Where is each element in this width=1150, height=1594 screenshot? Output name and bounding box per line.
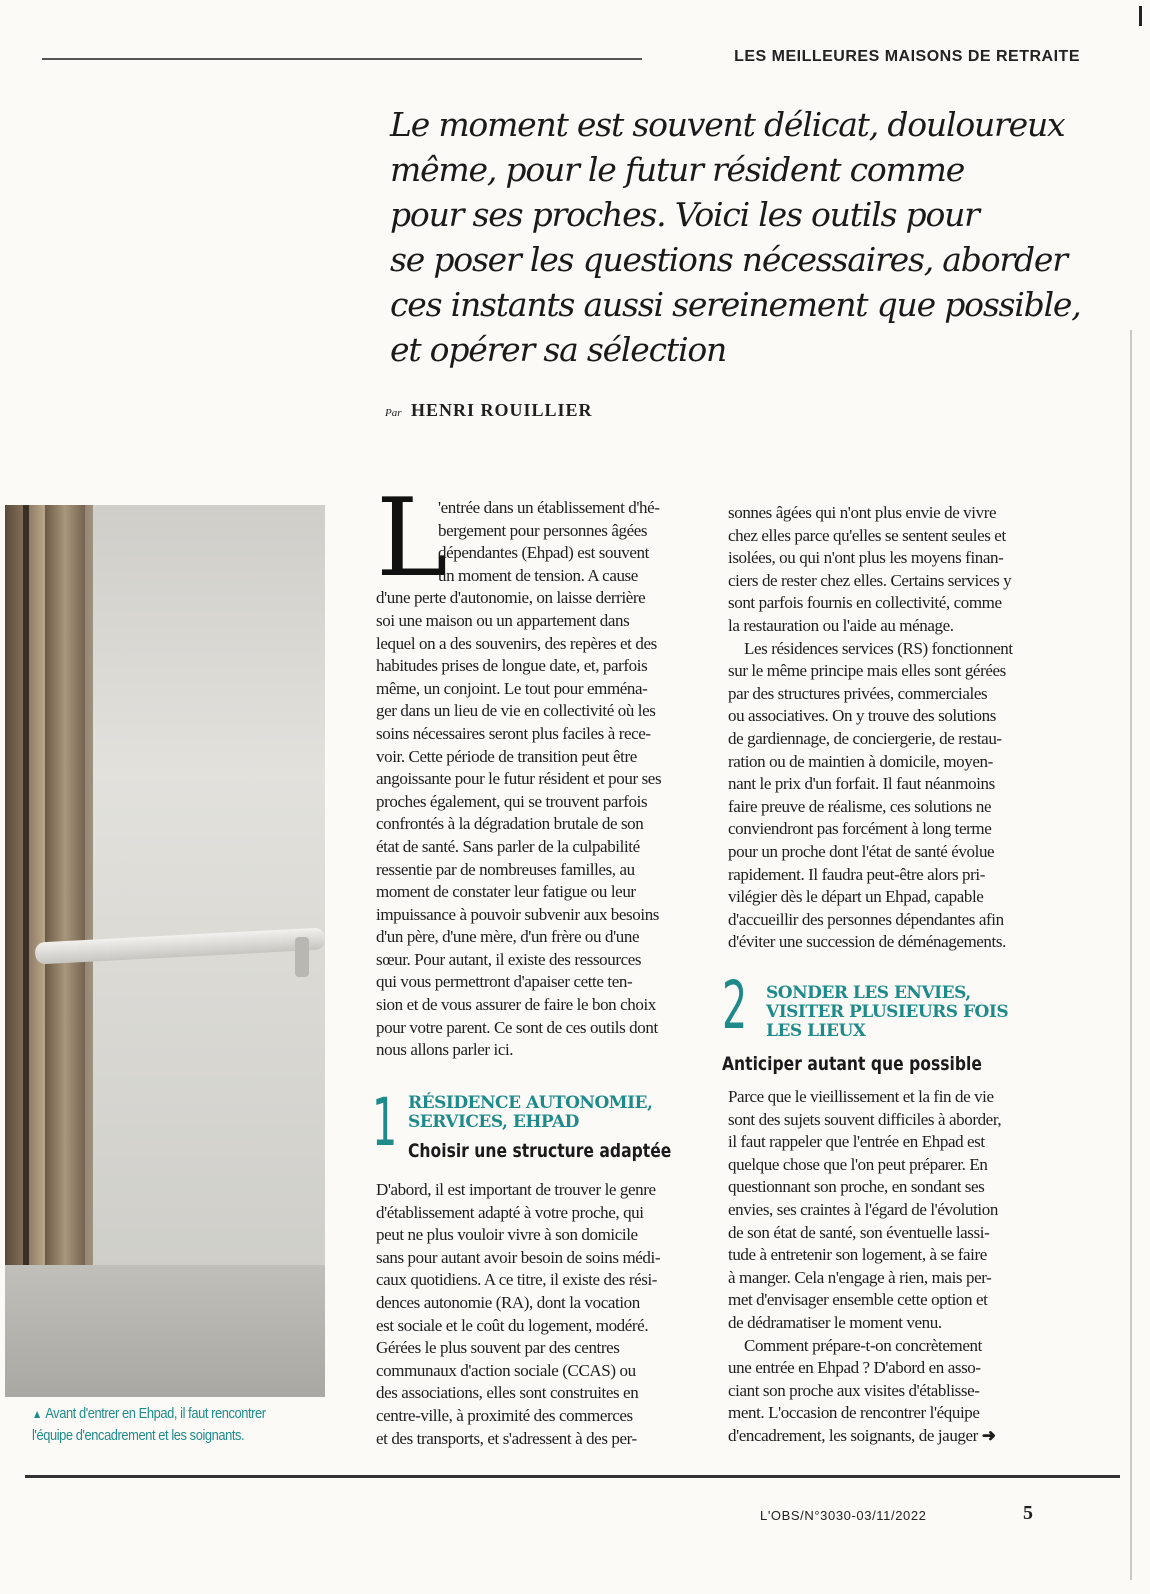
text-line: à manger. Cela n'engage à rien, mais per- xyxy=(728,1267,992,1287)
text-line: d'éviter une succession de déménagements. xyxy=(728,932,1006,952)
caption-line: l'équipe d'encadrement et les soignants. xyxy=(32,1427,245,1444)
caption-line: Avant d'entrer en Ehpad, il faut rencontrer xyxy=(45,1405,266,1422)
text-line: habitudes prises de longue date, et, parfois xyxy=(376,656,648,676)
text-line: ciant son proche aux visites d'établisse- xyxy=(728,1380,980,1400)
column-2-body xyxy=(728,502,1058,954)
article-photo xyxy=(5,505,325,1397)
text-line: questionnant son proche, en sondant ses xyxy=(728,1177,985,1197)
text-line: sœur. Pour autant, il existe des ressources xyxy=(376,949,642,969)
section-1-title xyxy=(408,1094,652,1132)
text-line: qui vous permettront d'apaiser cette ten- xyxy=(376,972,633,992)
section-1-number: 1 xyxy=(372,1084,398,1161)
deck-line: Le moment est souvent délicat, douloureux xyxy=(390,105,1065,144)
scan-edge-mark xyxy=(1139,6,1142,26)
text-line: communaux d'action sociale (CCAS) ou xyxy=(376,1360,636,1380)
photo-door-edge xyxy=(23,505,29,1397)
deck-line: ces instants aussi sereinement que possible, xyxy=(390,285,1081,324)
text-line: centre-ville, à proximité des commerces xyxy=(376,1405,633,1425)
text-line: impuissance à pouvoir subvenir aux besoins xyxy=(376,904,660,924)
text-line: ment. L'occasion de rencontrer l'équipe xyxy=(728,1403,980,1423)
byline xyxy=(385,400,593,421)
section-title-line: SONDER LES ENVIES, xyxy=(766,983,971,1003)
text-line: de son état de santé, son éventuelle lassi- xyxy=(728,1222,990,1242)
text-line: un moment de tension. A cause xyxy=(438,565,638,585)
text-line: Parce que le vieillissement et la fin de vie xyxy=(728,1087,994,1106)
text-line: ciers de rester chez elles. Certains services y xyxy=(728,570,1012,590)
text-line: soins nécessaires seront plus faciles à rece- xyxy=(376,723,651,743)
section-2-number: 2 xyxy=(722,967,748,1044)
drop-cap: L xyxy=(376,476,448,601)
text-line: met d'envisager ensemble cette option et xyxy=(728,1290,988,1310)
text-line: proches également, qui se trouvent parfois xyxy=(376,791,648,811)
caption-triangle-icon: ▲ xyxy=(32,1407,42,1421)
text-line: ressentie par de nombreuses familles, au xyxy=(376,859,635,879)
section-1-body xyxy=(376,1179,706,1450)
text-line: sont parfois fournis en collectivité, comme xyxy=(728,593,1002,613)
column-1-intro xyxy=(376,497,706,1062)
text-line: D'abord, il est important de trouver le genre xyxy=(376,1180,656,1199)
text-line: nous allons parler ici. xyxy=(376,1040,514,1060)
text-line: isolées, ou qui n'ont plus les moyens finan- xyxy=(728,548,1004,568)
text-line: est sociale et le coût du logement, modéré. xyxy=(376,1315,649,1335)
text-line: vilégier dès le départ un Ehpad, capable xyxy=(728,887,984,907)
text-line: quelque chose que l'on peut préparer. En xyxy=(728,1154,988,1174)
photo-caption xyxy=(32,1403,324,1447)
text-line: chez elles parce qu'elles se sentent seules et xyxy=(728,525,1006,545)
deck-line: pour ses proches. Voici les outils pour xyxy=(390,195,979,234)
section-title-line: SERVICES, EHPAD xyxy=(408,1112,579,1132)
photo-rail-bracket xyxy=(295,937,309,977)
text-line: Gérées le plus souvent par des centres xyxy=(376,1338,620,1358)
text-line: et des transports, et s'adressent à des per- xyxy=(376,1428,637,1448)
page-number: 5 xyxy=(1023,1502,1033,1524)
section-2-title xyxy=(766,984,1008,1041)
text-line: sans pour autant avoir besoin de soins médi- xyxy=(376,1247,661,1267)
text-line: de dédramatiser le moment venu. xyxy=(728,1312,942,1332)
text-line: peut ne plus vouloir vivre à son domicile xyxy=(376,1225,638,1245)
text-line xyxy=(728,1425,1058,1448)
text-line: une entrée en Ehpad ? D'abord en asso- xyxy=(728,1358,981,1378)
section-2-body xyxy=(728,1086,1058,1448)
text-line: moment de constater leur fatigue ou leur xyxy=(376,882,636,902)
text-line: Les résidences services (RS) fonctionnent xyxy=(744,638,1013,658)
continue-arrow-icon: ➜ xyxy=(981,1425,996,1445)
text-line: des associations, elles sont construites en xyxy=(376,1383,639,1403)
footer-rule xyxy=(25,1475,1120,1478)
text-line: pour votre parent. Ce sont de ces outils dont xyxy=(376,1017,658,1037)
text-line: 'entrée dans un établissement d'hé- xyxy=(438,498,660,517)
text-line: il faut rappeler que l'entrée en Ehpad est xyxy=(728,1132,985,1152)
byline-author: HENRI ROUILLIER xyxy=(411,400,593,420)
text-line: angoissante pour le futur résident et pour ses xyxy=(376,769,662,789)
footer-issue: L'OBS/N°3030-03/11/2022 xyxy=(760,1508,927,1523)
text-line: ration ou de maintien à domicile, moyen- xyxy=(728,751,993,771)
text-line: sur le même principe mais elles sont gérées xyxy=(728,661,1006,681)
text-line: dences autonomie (RA), dont la vocation xyxy=(376,1292,640,1312)
text-line: nant le prix d'un forfait. Il faut néanmoins xyxy=(728,774,995,794)
byline-prefix: Par xyxy=(385,407,402,419)
text-line: confrontés à la dégradation brutale de son xyxy=(376,814,644,834)
text-line: rapidement. Il faudra peut-être alors pri- xyxy=(728,864,985,884)
section-title-line: VISITER PLUSIEURS FOIS xyxy=(766,1002,1009,1022)
text-line: envies, ses craintes à l'égard de l'évolution xyxy=(728,1199,998,1219)
text-line: état de santé. Sans parler de la culpabilité xyxy=(376,836,640,856)
section-title-line: RÉSIDENCE AUTONOMIE, xyxy=(408,1093,653,1113)
text-line: d'un père, d'une mère, d'un frère ou d'une xyxy=(376,927,640,947)
section-header: LES MEILLEURES MAISONS DE RETRAITE xyxy=(734,48,1080,65)
deck-line: et opérer sa sélection xyxy=(390,330,727,369)
text-line: la restauration ou l'aide au ménage. xyxy=(728,615,954,635)
scan-edge-line xyxy=(1130,330,1132,1580)
text-line-content: d'encadrement, les soignants, de jauger xyxy=(728,1425,978,1445)
text-line: bergement pour personnes âgées xyxy=(438,520,648,540)
section-title-line: LES LIEUX xyxy=(766,1021,866,1041)
text-line: voir. Cette période de transition peut être xyxy=(376,746,637,766)
text-line: même, un conjoint. Le tout pour emména- xyxy=(376,678,648,698)
text-line: de gardiennage, de conciergerie, de restau- xyxy=(728,728,1002,748)
text-line: lequel on a des souvenirs, des repères et des xyxy=(376,633,657,653)
text-line: dépendantes (Ehpad) est souvent xyxy=(438,543,649,563)
text-line: ger dans un lieu de vie en collectivité où les xyxy=(376,701,656,721)
text-line: pour un proche dont l'état de santé évolue xyxy=(728,841,995,861)
text-line: Comment prépare-t-on concrètement xyxy=(744,1335,982,1355)
text-line: par des structures privées, commerciales xyxy=(728,683,988,703)
section-2-subtitle: Anticiper autant que possible xyxy=(722,1053,982,1075)
deck-line: même, pour le futur résident comme xyxy=(390,150,965,189)
text-line: sonnes âgées qui n'ont plus envie de vivre xyxy=(728,503,997,522)
text-line: d'une perte d'autonomie, on laisse derrière xyxy=(376,588,646,608)
text-line: ou associatives. On y trouve des solutions xyxy=(728,706,996,726)
text-line: tude à entretenir son logement, à se faire xyxy=(728,1245,987,1265)
section-1-subtitle: Choisir une structure adaptée xyxy=(408,1140,672,1162)
article-deck xyxy=(390,102,1090,372)
photo-floor xyxy=(5,1265,325,1397)
text-line: conviendront pas forcément à long terme xyxy=(728,819,992,839)
text-line: caux quotidiens. A ce titre, il existe des rési- xyxy=(376,1270,658,1290)
text-line: d'accueillir des personnes dépendantes afin xyxy=(728,909,1004,929)
text-line: d'établissement adapté à votre proche, qui xyxy=(376,1202,644,1222)
header-rule xyxy=(42,58,642,60)
text-line: sion et de vous assurer de faire le bon choix xyxy=(376,995,656,1015)
deck-line: se poser les questions nécessaires, aborder xyxy=(390,240,1067,279)
text-line: soi une maison ou un appartement dans xyxy=(376,610,630,630)
text-line: sont des sujets souvent difficiles à aborder, xyxy=(728,1109,1002,1129)
text-line: faire preuve de réalisme, ces solutions ne xyxy=(728,796,992,816)
